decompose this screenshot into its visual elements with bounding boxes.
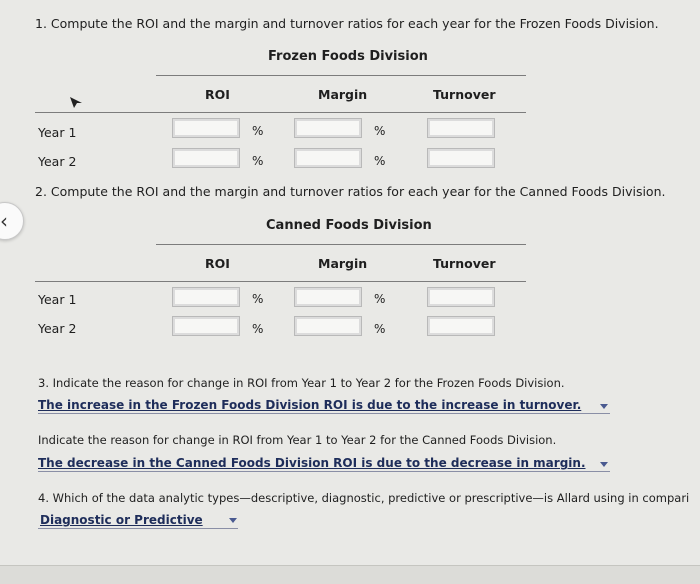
caret-down-icon[interactable] — [600, 462, 608, 467]
canned-year2-turnover-input[interactable] — [427, 316, 495, 336]
percent-sign: % — [374, 154, 386, 168]
canned-year1-turnover-input[interactable] — [427, 287, 495, 307]
percent-sign: % — [374, 322, 386, 336]
table1-header-roi: ROI — [205, 87, 230, 102]
table1-header-rule — [35, 112, 526, 113]
table1-header-margin: Margin — [318, 87, 368, 102]
q1-prompt: 1. Compute the ROI and the margin and turnover ratios for each year for the Frozen Foods Division. — [35, 16, 659, 31]
table2-row-label: Year 1 — [38, 292, 77, 307]
canned-year1-roi-input[interactable] — [172, 287, 240, 307]
table1-top-rule — [156, 75, 526, 76]
frozen-year1-margin-input[interactable] — [294, 118, 362, 138]
q2-prompt: 2. Compute the ROI and the margin and turnover ratios for each year for the Canned Foods Division. — [35, 184, 666, 199]
canned-year1-margin-input[interactable] — [294, 287, 362, 307]
table2-header-turnover: Turnover — [433, 256, 496, 271]
canned-reason-underline — [38, 471, 610, 472]
percent-sign: % — [252, 154, 264, 168]
q4-prompt: 4. Which of the data analytic types—descriptive, diagnostic, predictive or prescriptive—is Allard using in compari — [38, 491, 690, 505]
q3-prompt-frozen: 3. Indicate the reason for change in ROI from Year 1 to Year 2 for the Frozen Foods Division. — [38, 376, 565, 390]
table2-row-label: Year 2 — [38, 321, 77, 336]
canned-division-title: Canned Foods Division — [266, 218, 432, 233]
percent-sign: % — [252, 292, 264, 306]
table2-header-margin: Margin — [318, 256, 368, 271]
frozen-reason-underline — [38, 413, 610, 414]
table2-header-rule — [35, 281, 526, 282]
percent-sign: % — [252, 124, 264, 138]
frozen-reason-select[interactable]: The increase in the Frozen Foods Division ROI is due to the increase in turnover. — [38, 398, 582, 412]
caret-down-icon[interactable] — [229, 518, 237, 523]
back-button[interactable] — [0, 202, 24, 240]
frozen-year2-turnover-input[interactable] — [427, 148, 495, 168]
q3-prompt-canned: Indicate the reason for change in ROI from Year 1 to Year 2 for the Canned Foods Division. — [38, 433, 557, 447]
frozen-year1-roi-input[interactable] — [172, 118, 240, 138]
canned-reason-select[interactable]: The decrease in the Canned Foods Division ROI is due to the decrease in margin. — [38, 456, 586, 470]
table2-header-roi: ROI — [205, 256, 230, 271]
frozen-division-title: Frozen Foods Division — [268, 49, 428, 64]
canned-year2-roi-input[interactable] — [172, 316, 240, 336]
table1-header-turnover: Turnover — [433, 87, 496, 102]
bottom-bar — [0, 565, 700, 584]
analytic-type-select[interactable]: Diagnostic or Predictive — [40, 513, 203, 527]
frozen-year2-margin-input[interactable] — [294, 148, 362, 168]
analytic-type-underline — [38, 528, 238, 529]
chevron-left-icon: ‹ — [0, 209, 8, 233]
percent-sign: % — [374, 124, 386, 138]
table1-row-label: Year 2 — [38, 154, 77, 169]
percent-sign: % — [252, 322, 264, 336]
table1-row-label: Year 1 — [38, 125, 77, 140]
mouse-cursor-icon — [68, 94, 84, 113]
frozen-year1-turnover-input[interactable] — [427, 118, 495, 138]
percent-sign: % — [374, 292, 386, 306]
table2-top-rule — [156, 244, 526, 245]
frozen-year2-roi-input[interactable] — [172, 148, 240, 168]
canned-year2-margin-input[interactable] — [294, 316, 362, 336]
caret-down-icon[interactable] — [600, 404, 608, 409]
